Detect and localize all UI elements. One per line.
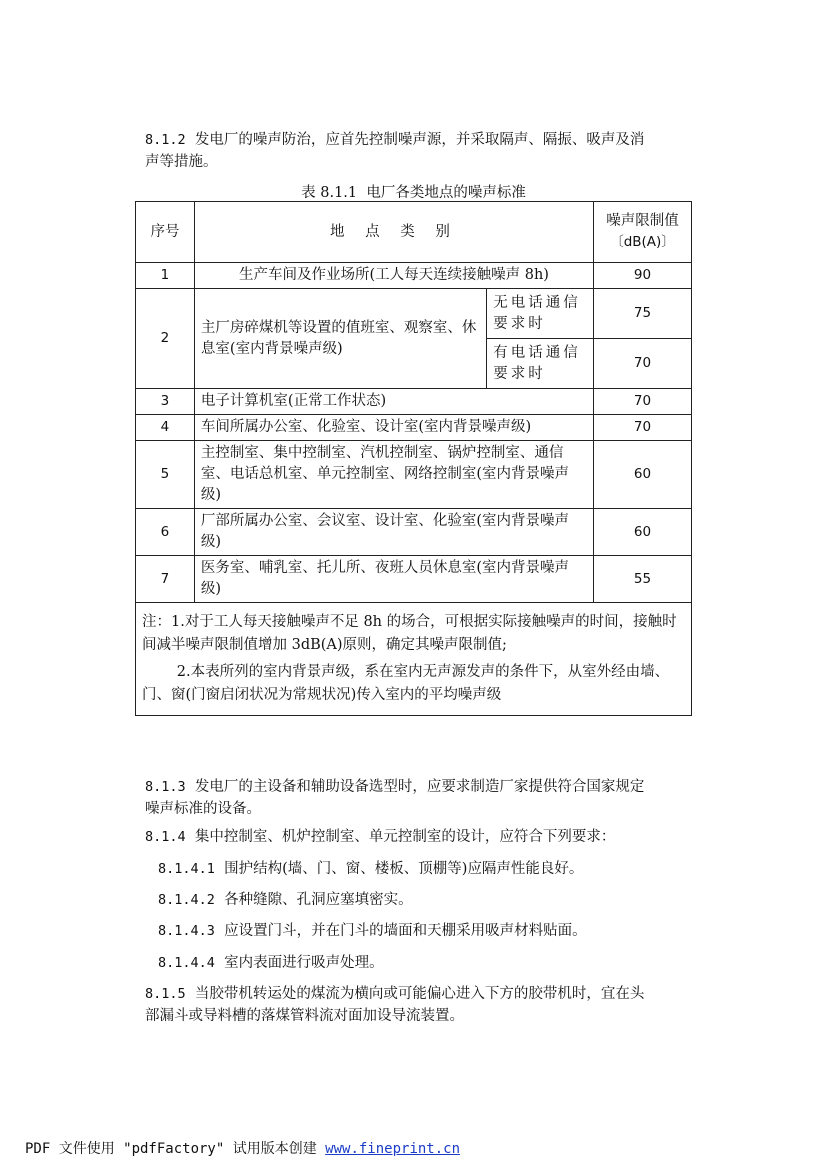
table-row: 2 主厂房碎煤机等设置的值班室、观察室、休息室(室内背景噪声级) 无电话通信要求时 75 — [136, 289, 692, 339]
pdf-factory-footer: PDF 文件使用 "pdfFactory" 试用版本创建 www.fineprint.cn — [25, 1141, 461, 1157]
header-limit: 噪声限制值 〔dB(A)〕 — [594, 202, 692, 263]
noise-standard-table — [135, 201, 692, 716]
table-row: 3 电子计算机室(正常工作状态) 70 — [136, 389, 692, 415]
clause-8-1-2: 8.1.2 发电厂的噪声防治，应首先控制噪声源，并采取隔声、隔振、吸声及消 声等措施。 — [145, 132, 645, 170]
table-row: 6 厂部所属办公室、会议室、设计室、化验室(室内背景噪声级) 60 — [136, 509, 692, 556]
table-row: 5 主控制室、集中控制室、汽机控制室、锅炉控制室、通信室、电话总机室、单元控制室、网络控制室(室内背景噪声级) 60 — [136, 441, 692, 509]
clause-8-1-3: 8.1.3 发电厂的主设备和辅助设备选型时，应要求制造厂家提供符合国家规定 噪声标准的设备。 — [145, 779, 645, 817]
clause-8-1-4-1: 8.1.4.1 围护结构(墙、门、窗、楼板、顶棚等)应隔声性能良好。 — [158, 861, 584, 877]
table-note — [136, 603, 692, 716]
header-no: 序号 — [136, 202, 195, 263]
clause-8-1-4: 8.1.4 集中控制室、机炉控制室、单元控制室的设计，应符合下列要求： — [145, 829, 616, 845]
table-header-row — [136, 202, 692, 263]
note-2: 2.本表所列的室内背景声级，系在室内无声源发声的条件下，从室外经由墙、门、窗(门窗启闭状况为常规状况)传入室内的平均噪声级 — [142, 664, 670, 703]
fineprint-link[interactable]: www.fineprint.cn — [325, 1141, 461, 1157]
table-row: 有电话通信要求时 70 — [136, 339, 692, 389]
table-row: 7 医务室、哺乳室、托儿所、夜班人员休息室(室内背景噪声级) 55 — [136, 556, 692, 603]
clause-8-1-4-2: 8.1.4.2 各种缝隙、孔洞应塞填密实。 — [158, 892, 413, 908]
table-row: 4 车间所属办公室、化验室、设计室(室内背景噪声级) 70 — [136, 415, 692, 441]
table-caption: 表 8.1.1 电厂各类地点的噪声标准 — [301, 185, 526, 201]
table-note-row — [136, 603, 692, 716]
header-place: 地 点 类 别 — [194, 202, 593, 263]
clause-8-1-4-4: 8.1.4.4 室内表面进行吸声处理。 — [158, 955, 384, 971]
table-row: 1 生产车间及作业场所(工人每天连续接触噪声 8h) 90 — [136, 263, 692, 289]
clause-8-1-5: 8.1.5 当胶带机转运处的煤流为横向或可能偏心进入下方的胶带机时，宜在头 部漏斗或导料槽的落煤管料流对面加设导流装置。 — [145, 986, 645, 1024]
clause-8-1-4-3: 8.1.4.3 应设置门斗，并在门斗的墙面和天棚采用吸声材料贴面。 — [158, 923, 587, 939]
note-1: 注：1.对于工人每天接触噪声不足 8h 的场合，可根据实际接触噪声的时间，接触时间减半噪声限制值增加 3dB(A)原则，确定其噪声限制值; — [142, 614, 677, 653]
